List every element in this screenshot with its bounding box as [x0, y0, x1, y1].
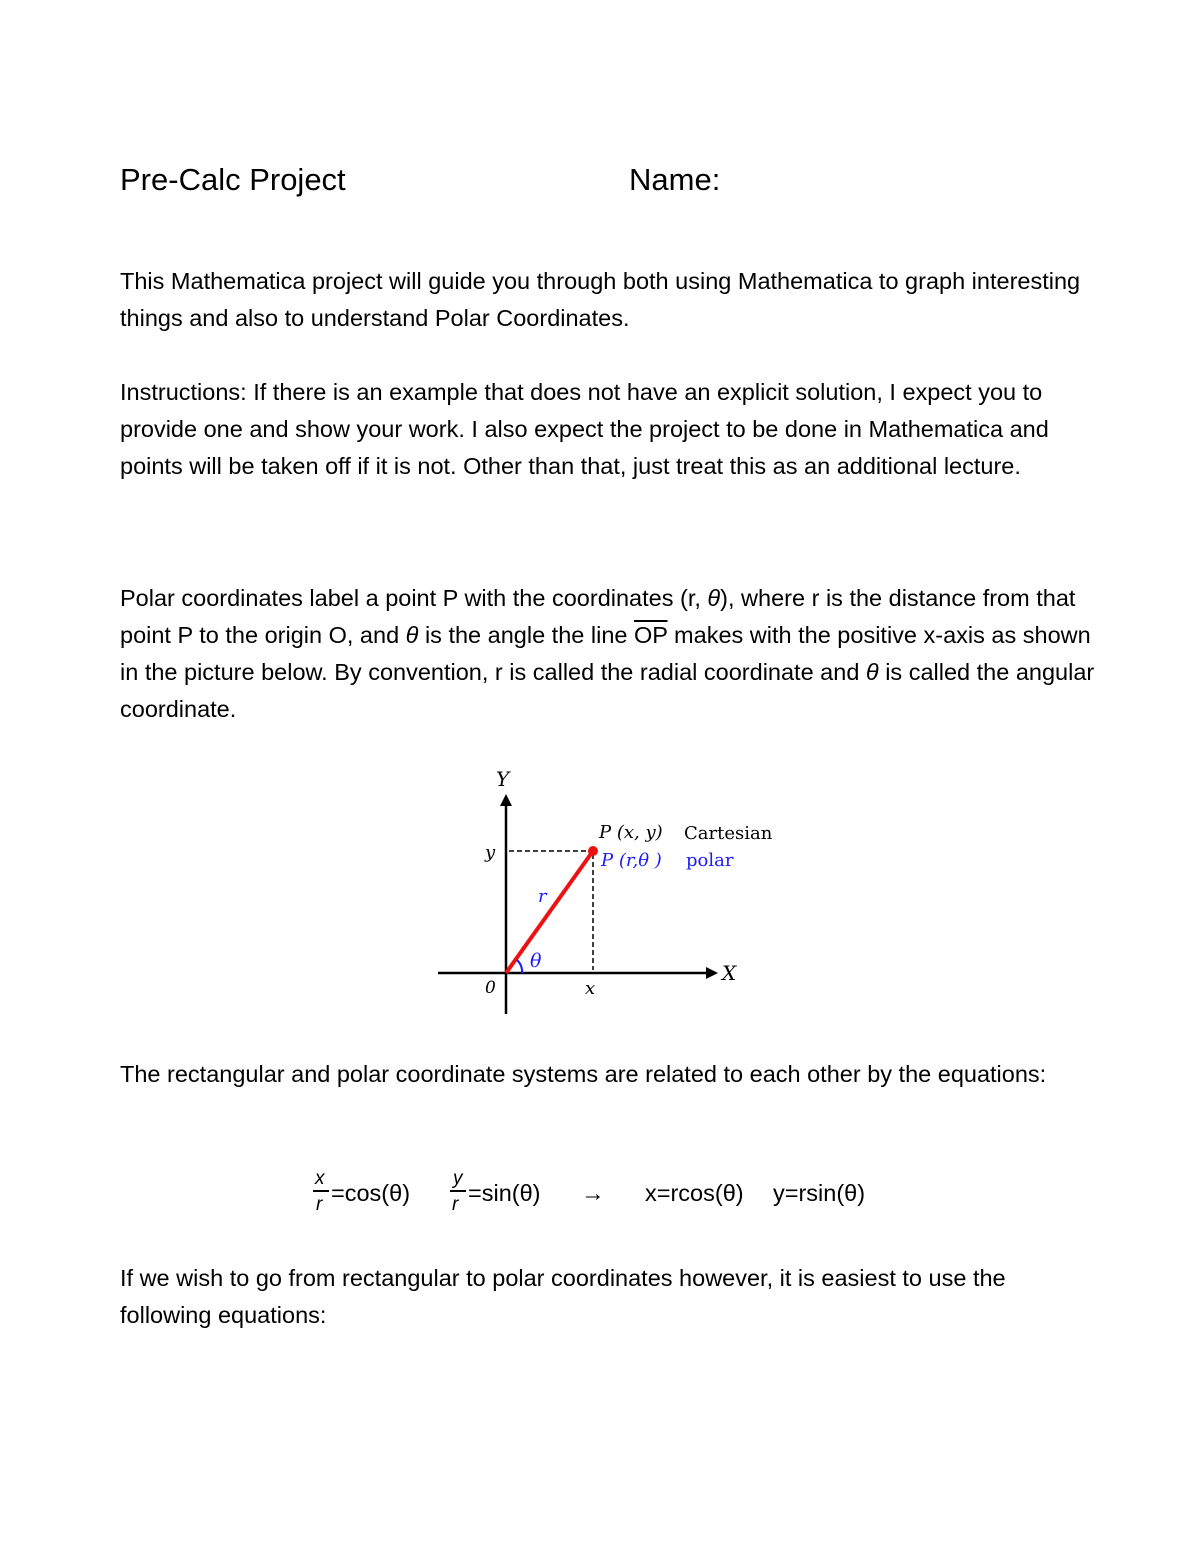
polar-point-label: P (r,θ ): [601, 850, 662, 871]
polar-text-4: makes with the positive x-axis as shown in the picture below. By convention, r is called the radial coordinate and: [120, 622, 1091, 685]
intro-paragraph: [120, 263, 1100, 337]
theta-symbol: θ: [865, 659, 879, 685]
r-label: r: [538, 886, 547, 907]
polar-text-5: is called the angular coordinate.: [120, 659, 1095, 722]
theta-symbol: θ: [405, 622, 419, 648]
point-p: [588, 846, 598, 856]
frac-y-numerator: y: [453, 1168, 463, 1189]
angle-arc: [517, 960, 522, 973]
fraction-bar: [450, 1190, 466, 1192]
fraction-bar: [313, 1190, 329, 1192]
frac-denominator: r: [316, 1194, 323, 1215]
x-axis-arrow-icon: [706, 967, 718, 979]
y-axis-label: Y: [496, 767, 510, 791]
x-polar-equation: x=rcos(θ): [645, 1180, 744, 1206]
cos-equation: =cos(θ): [331, 1180, 411, 1206]
page-title: Pre-Calc Project: [120, 162, 346, 197]
polar-coordinates-diagram: [430, 762, 780, 1022]
segment-op: $\overline{OP}$: [633, 622, 668, 648]
frac-x-numerator: x: [315, 1168, 325, 1189]
y-axis-arrow-icon: [500, 794, 512, 806]
rect-to-polar-paragraph: [120, 1260, 1100, 1334]
origin-label: 0: [485, 978, 496, 998]
polar-text-2: ), where r is the distance from that point P to the origin O, and: [120, 585, 1076, 648]
instructions-paragraph: [120, 374, 1100, 485]
y-polar-equation: y=rsin(θ): [773, 1180, 866, 1206]
sin-equation: =sin(θ): [468, 1180, 541, 1206]
radius-line: [506, 851, 593, 973]
polar-word: polar: [686, 850, 734, 871]
x-axis-label: X: [722, 961, 737, 985]
polar-text-1: Polar coordinates label a point P with the coordinates (r,: [120, 585, 708, 611]
frac-denominator: r: [452, 1194, 459, 1215]
x-tick-label: x: [585, 978, 596, 999]
theta-label: θ: [530, 950, 542, 972]
y-tick-label: y: [485, 842, 496, 863]
polar-text-3: is the angle the line: [418, 622, 634, 648]
intro-text: This Mathematica project will guide you through both using Mathematica to graph interesting things and also to understand Polar Coordinates.: [120, 268, 1081, 331]
rect-to-polar-text: If we wish to go from rectangular to polar coordinates however, it is easiest to use the following equations:: [120, 1265, 1006, 1328]
polar-paragraph: [120, 580, 1100, 728]
theta-symbol: θ: [707, 585, 721, 611]
name-label: Name:: [629, 162, 721, 197]
instructions-text: Instructions: If there is an example that does not have an explicit solution, I expect you to provide one and show your work. I also expect the project to be done in Mathematica and points will be taken off if it is not. Other than that, just treat this as an additional lecture.: [120, 379, 1049, 479]
relation-paragraph: [120, 1056, 1100, 1093]
equations-row: [310, 1168, 910, 1222]
relation-text: The rectangular and polar coordinate systems are related to each other by the equations:: [120, 1061, 1047, 1087]
right-arrow-icon: →: [581, 1180, 605, 1206]
cartesian-word: Cartesian: [684, 823, 773, 844]
cartesian-point-label: P (x, y): [599, 822, 663, 843]
